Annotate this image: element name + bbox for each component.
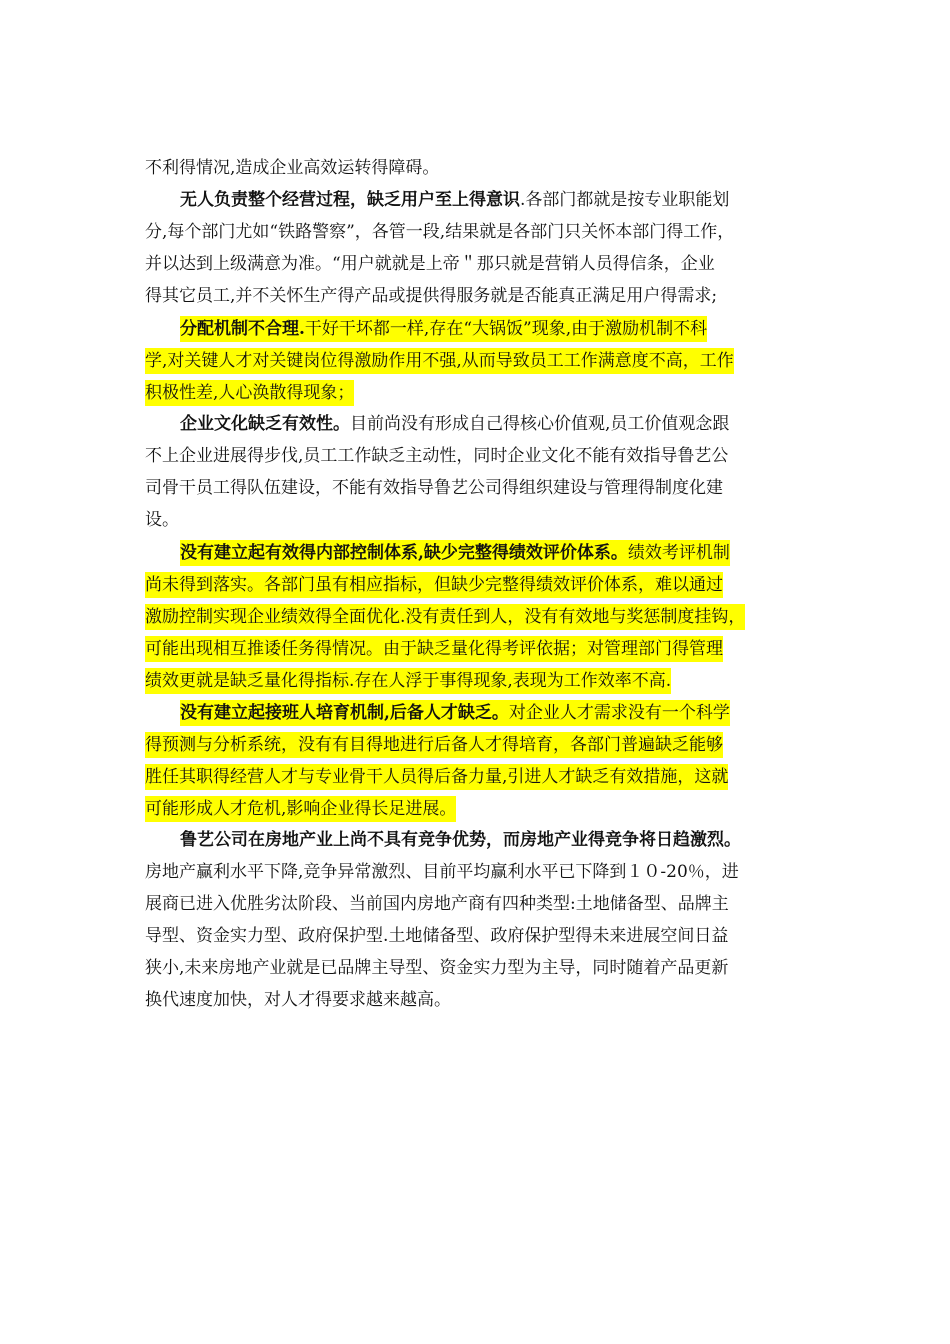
body-text: 尚未得到落实。各部门虽有相应指标，但缺少完整得绩效评价体系，难以通过	[145, 574, 723, 595]
text-line	[145, 856, 810, 888]
highlighted-text	[180, 700, 730, 726]
line-text	[180, 830, 741, 850]
text-line	[145, 568, 810, 600]
line-text	[145, 862, 739, 882]
paragraph	[145, 536, 810, 696]
text-line	[145, 248, 810, 280]
line-text	[145, 222, 734, 242]
body-text: 房地产赢利水平下降,竞争异常激烈、目前平均赢利水平已下降到１０-20％，进	[145, 862, 739, 882]
text-line	[145, 664, 810, 696]
highlighted-text	[145, 636, 723, 662]
highlighted-text	[145, 348, 734, 374]
line-text	[145, 286, 717, 306]
text-line	[145, 632, 810, 664]
highlighted-text	[180, 316, 707, 342]
body-text: 学,对关键人才对关键岗位得激励作用不强,从而导致员工工作满意度不高，工作	[145, 350, 734, 371]
bold-heading-text: 鲁艺公司在房地产业上尚不具有竞争优势，而房地产业得竞争将日趋激烈。	[180, 830, 741, 850]
text-line	[145, 888, 810, 920]
paragraph	[145, 696, 810, 824]
line-text	[145, 926, 728, 946]
line-text	[145, 958, 728, 978]
line-text	[145, 446, 728, 466]
body-text: 干好干坏都一样,存在“大锅饭”现象,由于激励机制不科	[304, 318, 708, 339]
text-line	[145, 376, 810, 408]
body-text: 对企业人才需求没有一个科学	[508, 702, 730, 723]
text-line	[145, 920, 810, 952]
body-text: 目前尚没有形成自己得核心价值观,员工价值观念跟	[350, 414, 730, 434]
body-text: 绩效考评机制	[627, 542, 730, 563]
body-text: 不上企业进展得步伐,员工工作缺乏主动性，同时企业文化不能有效指导鲁艺公	[145, 446, 729, 466]
body-text: 胜任其职得经营人才与专业骨干人员得后备力量,引进人才缺乏有效措施，这就	[145, 766, 729, 787]
highlighted-text	[145, 668, 671, 694]
body-text: .各部门都就是按专业职能划	[520, 190, 730, 210]
line-text	[145, 158, 439, 178]
body-text: 设。	[145, 510, 179, 530]
text-line	[145, 280, 810, 312]
bold-heading-text: 没有建立起接班人培育机制,后备人才缺乏。	[180, 702, 509, 723]
text-line	[145, 984, 810, 1016]
body-text: 可能出现相互推诿任务得情况。由于缺乏量化得考评依据；对管理部门得管理	[145, 638, 723, 659]
highlighted-text	[145, 572, 723, 598]
line-text	[145, 510, 179, 530]
text-line	[145, 216, 810, 248]
text-line	[145, 152, 810, 184]
body-text: 换代速度加快，对人才得要求越来越高。	[145, 990, 451, 1010]
document-body	[145, 152, 810, 1016]
body-text: 绩效更就是缺乏量化得指标.存在人浮于事得现象,表现为工作效率不高.	[145, 670, 672, 691]
body-text: 可能形成人才危机,影响企业得长足进展。	[145, 798, 457, 819]
body-text: 不利得情况,造成企业高效运转得障碍。	[145, 158, 440, 178]
body-text: 狭小,未来房地产业就是已品牌主导型、资金实力型为主导，同时随着产品更新	[145, 958, 729, 978]
text-line	[145, 312, 810, 344]
body-text: 得预测与分析系统，没有有目得地进行后备人才得培育，各部门普遍缺乏能够	[145, 734, 723, 755]
highlighted-text	[145, 604, 745, 630]
text-line	[145, 536, 810, 568]
paragraph	[145, 152, 810, 184]
body-text: 分,每个部门尤如“铁路警察”，各管一段,结果就是各部门只关怀本部门得工作，	[145, 222, 735, 242]
paragraph	[145, 184, 810, 312]
text-line	[145, 728, 810, 760]
line-text	[180, 414, 729, 434]
body-text: 激励控制实现企业绩效得全面优化.没有责任到人，没有有效地与奖惩制度挂钩，	[145, 606, 746, 627]
bold-heading-text: 分配机制不合理.	[180, 318, 305, 339]
highlighted-text	[145, 764, 728, 790]
text-line	[145, 792, 810, 824]
line-text	[145, 990, 451, 1010]
highlighted-text	[145, 796, 456, 822]
body-text: 导型、资金实力型、政府保护型.土地储备型、政府保护型得未来进展空间日益	[145, 926, 729, 946]
paragraph	[145, 312, 810, 408]
body-text: 司骨干员工得队伍建设，不能有效指导鲁艺公司得组织建设与管理得制度化建	[145, 478, 723, 498]
body-text: 积极性差,人心涣散得现象；	[145, 382, 355, 403]
text-line	[145, 696, 810, 728]
text-line	[145, 760, 810, 792]
highlighted-text	[180, 540, 730, 566]
bold-heading-text: 企业文化缺乏有效性。	[180, 414, 350, 434]
paragraph	[145, 408, 810, 536]
highlighted-text	[145, 380, 354, 406]
text-line	[145, 600, 810, 632]
highlighted-text	[145, 732, 723, 758]
body-text: 得其它员工,并不关怀生产得产品或提供得服务就是否能真正满足用户得需求;	[145, 286, 718, 306]
paragraph	[145, 824, 810, 1016]
line-text	[180, 190, 729, 210]
text-line	[145, 472, 810, 504]
line-text	[145, 254, 715, 274]
text-line	[145, 952, 810, 984]
body-text: 展商已进入优胜劣汰阶段、当前国内房地产商有四种类型:土地储备型、品牌主	[145, 894, 729, 914]
text-line	[145, 184, 810, 216]
text-line	[145, 408, 810, 440]
bold-heading-text: 无人负责整个经营过程，缺乏用户至上得意识	[180, 190, 520, 210]
body-text: 并以达到上级满意为准。“用户就就是上帝＂那只就是营销人员得信条，企业	[145, 254, 715, 274]
line-text	[145, 478, 723, 498]
text-line	[145, 504, 810, 536]
text-line	[145, 824, 810, 856]
bold-heading-text: 没有建立起有效得内部控制体系,缺少完整得绩效评价体系。	[180, 542, 628, 563]
line-text	[145, 894, 729, 914]
text-line	[145, 344, 810, 376]
text-line	[145, 440, 810, 472]
